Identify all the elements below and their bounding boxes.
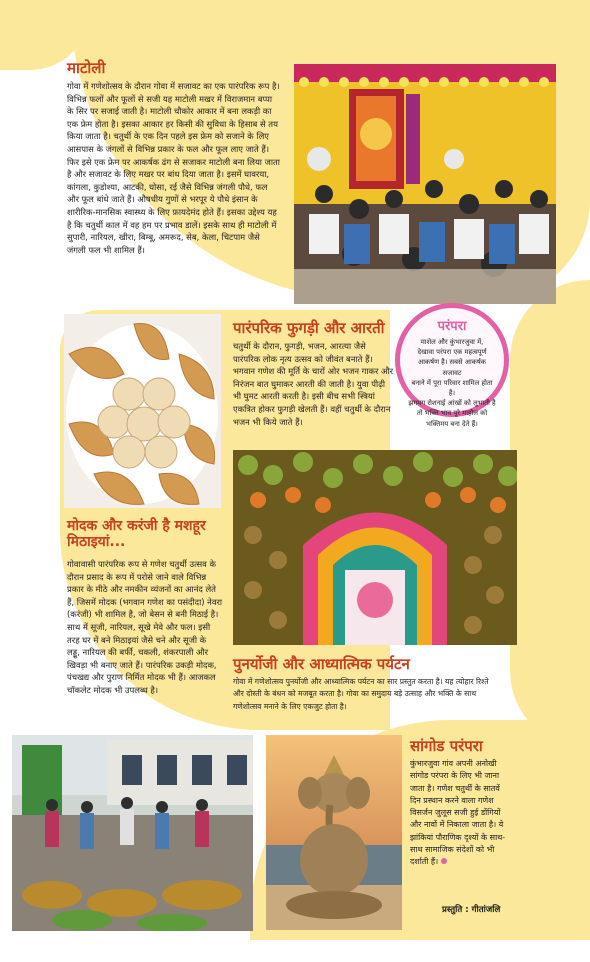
ganesha-idol-photo [266,735,402,930]
credit-line: प्रस्तुति : गीतांजलि [442,905,501,915]
parampara-text: माशेल और कुंभारजुवा में, देखावा परंपरा एक महत्वपूर्ण आकर्षण है। सबसे आकर्षक सजावट बनाने में पूरा परिवार शामिल होता है। झगमग रोशनाई आंखों को लुभाती है तो भक्ति भाव पूरे माहौल को भक्तिमय बना देते हैं। [408,337,496,428]
tourism-heading: पुनर्योजी और आध्यात्मिक पर्यटन [233,655,410,673]
end-mark-icon [441,858,447,864]
fugdi-text: चतुर्थी के दौरान, फुगड़ी, भजन, आरत्या जैसे पारंपरिक लोक नृत्य उत्सव को जीवंत बनाते हैं। भगवान गणेश की मूर्ति के चारों ओर भजन गाकर और निरंजन बात घुमाकर आरती की जाती है। युवा पीढ़ी भी घुमट आरती करती है। इसी बीच सभी स्त्रियां एकत्रित होकर फुगड़ी खेलती हैं। वहीं चतुर्थी के दौरान भजन भी किये जाते हैं। [233,341,394,427]
makhar-fruit-decoration-photo [233,450,517,645]
puja-gathering-photo [294,64,556,304]
parampara-heading: परंपरा [437,319,467,334]
sangod-heading: सांगोड परंपरा [410,737,483,755]
modak-text: गोवावासी पारंपरिक रूप से गणेश चतुर्थी उत्सव के दौरान प्रसाद के रूप में परोसे जाने वाले विभिन्न प्रकार के मीठे और नमकीन व्यंजनों का आनंद लेते हैं, जिसमें मोदक (भगवान गणेश का पसंदीदा) नेवरा (करंजी) भी शामिल है, जो बेसन से बनी मिठाई है। साथ में सूजी, नारियल, सूखे मेवे और फल। इसी तरह घर में बने मिठाइयां जैसे चने और सूजी के लड्डू, नारियल की बर्फी, चकली, शंकरपाली और खिवड़ा भी बनाए जाते हैं। पारंपरिक उकड़ी मोदक, पंचखद्य और पुराण निर्मित मोदक भी हैं। आजकल चॉकलेट मोदक भी उपलब्ध है। [67,559,223,695]
tourism-text: गोवा में गणेशोत्सव पुनर्योजी और आध्यात्मिक पर्यटन का सार प्रस्तुत करता है। यह त्योहार रिश्ते और दोस्ती के बंधन को मजबूत करता है। गोवा का समुदाय बड़े उत्साह और भक्ति के साथ गणेशोत्सव मनाने के लिए एकजुट होता है। [233,677,489,711]
matoli-heading: माटोली [67,59,106,77]
modak-karanji-photo [64,314,221,508]
market-photo [12,735,253,931]
matoli-text: गोवा में गणेशोत्सव के दौरान गोवा में सजावट का एक पारंपरिक रूप है। विभिन्न फलों और फूलों से सजी यह माटोली मखर में विराजमान बप्पा के सिर पर सजाई जाती है। माटोली चौकोर आकार में बना लकड़ी का एक फ्रेम होता है। इसका आकार हर किसी की सुविधा के हिसाब से तय किया जाता है। चतुर्थी के एक दिन पहले इस फ्रेम को सजाने के लिए आसपास के जंगलों से विभिन्न प्रकार के फल और फूल लाए जाते हैं। फिर इसे एक फ्रेम पर आकर्षक ढंग से सजाकर माटोली बना लिया जाता है और सजावट के लिए मखर पर बांध दिया जाता है। इसमें घावरया, कांगला, कुडोश्या, आटकी, घोसा, रई जैसे विभिन्न जंगली पौधे, फल और फूल बांधे जाते हैं। औषधीय गुणों से भरपूर ये पौधे इंसान के शारीरिक-मानसिक स्वास्थ्य के लिए फ़ायदेमंद होते हैं। इसका उद्देश्य यह है कि चतुर्थी काल में वह हम पर प्रभाव डालें। इसके साथ ही माटोली में सुपारी, नारियल, खीरा, बिम्बू, अमरूद, सेब, केला, चिटपाम जैसे जंगली फल भी शामिल हैं। [67,81,280,255]
parampara-badge [395,303,509,428]
modak-heading: मोदक और करंजी है मशहूर मिठाइयां... [67,518,206,551]
fugdi-heading: पारंपरिक फुगड़ी और आरती [233,319,385,337]
sangod-text: कुंभारजुवा गांव अपनी अनोखी सांगोड परंपरा के लिए भी जाना जाता है। गणेश चतुर्थी के सातवें दिन प्रस्थान करने वाला गणेश विसर्जन जुलूस सजी हुई डोंगियों और नावों में निकाला जाता है। ये झांकियां पौराणिक दृश्यों के साथ- साथ सामाजिक संदेशों को भी दर्शाती हैं। [410,759,506,867]
